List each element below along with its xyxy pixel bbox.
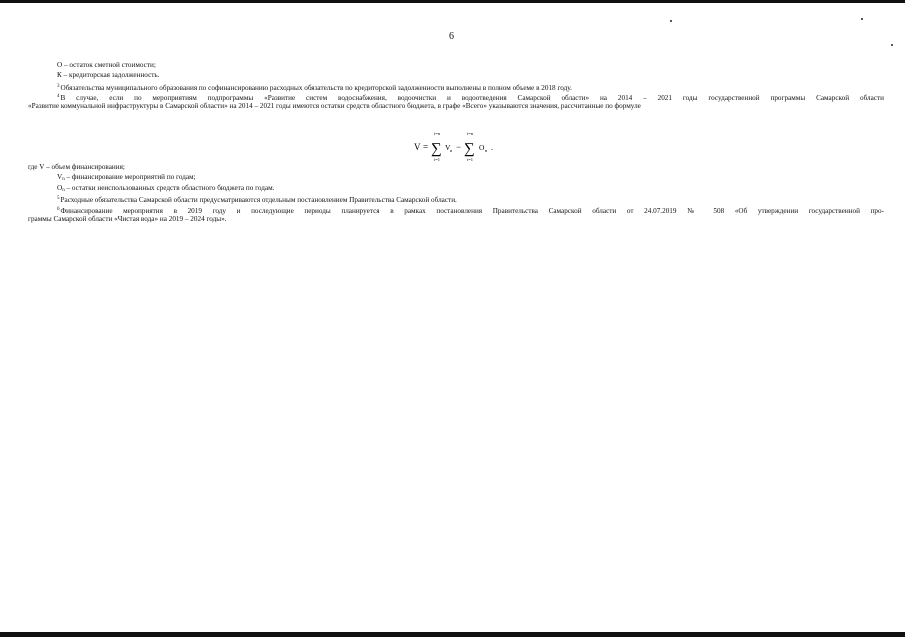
formula-term-o: O	[479, 143, 485, 152]
definition-on-symbol: O	[57, 184, 63, 192]
financing-formula	[400, 130, 510, 166]
formula-lhs: V	[414, 142, 421, 152]
page-number: 6	[449, 31, 454, 42]
formula-end-mark: .	[491, 143, 493, 152]
footnote-text: Расходные обязательства Самарской области предусматриваются отдельным постановлением Правительства Самарской области.	[60, 196, 457, 204]
footnote-4-line-2: «Развитие коммунальной инфраструктуры в Самарской области» на 2014 – 2021 годы имеются остатки средств областного бюджета, в графе «Всего» указываются значения, рассчитанные по формуле	[28, 102, 641, 110]
scan-speck	[670, 20, 672, 22]
bottom-border-line	[0, 632, 905, 637]
footnote-marker: 5	[57, 196, 60, 201]
footnote-text: Обязательства муниципального образования по софинансированию расходных обязательств по кредиторской задолженности выполнены в полном объеме в 2018 году.	[60, 84, 572, 92]
footnote-5	[57, 194, 457, 205]
footnote-text: Финансирование мероприятия в 2019 году и последующие периоды планируется в рамках постановления Правительства Самарской области от 24.07.2019 № 508 «Об утверждении государственной про-	[60, 207, 884, 215]
footnote-marker: 6	[57, 207, 60, 212]
formula-lower-limit: i=1	[467, 157, 474, 162]
scan-speck	[861, 18, 863, 20]
definition-on-subscript: n	[62, 188, 65, 193]
where-intro: где V – объем финансирования;	[28, 163, 125, 171]
formula-svg	[400, 130, 510, 166]
formula-upper-limit: i=n	[434, 131, 441, 136]
definition-vn-subscript: n	[62, 177, 65, 182]
formula-term-v-subscript: n	[450, 148, 453, 153]
definition-vn	[57, 173, 196, 184]
definition-k: К – кредиторская задолженность.	[57, 71, 160, 79]
footnote-marker: 4	[57, 94, 60, 99]
definition-o: О – остаток сметной стоимости;	[57, 61, 156, 69]
formula-lower-limit: i=1	[434, 157, 441, 162]
formula-sum-symbol: ∑	[431, 141, 442, 157]
top-border-line	[0, 0, 905, 3]
footnote-marker: 3	[57, 84, 60, 89]
formula-term-o-subscript: n	[485, 148, 488, 153]
formula-upper-limit: i=n	[467, 131, 474, 136]
definition-on-text: – остатки неиспользованных средств областного бюджета по годам.	[64, 184, 275, 192]
footnote-6-line-2: граммы Самарской области «Чистая вода» на 2019 – 2024 годы».	[28, 215, 227, 223]
definition-vn-text: – финансирование мероприятий по годам;	[64, 173, 196, 181]
formula-sum-symbol: ∑	[464, 141, 475, 157]
scan-speck	[891, 44, 893, 46]
footnote-text: В случае, если по мероприятиям подпрограммы «Развитие систем водоснабжения, водоочистки и водоотведения Самарской области» на 2014 – 2021 годы государственной программы Самарской области	[60, 94, 884, 102]
formula-term-v: V	[445, 143, 451, 152]
formula-minus: −	[456, 142, 462, 152]
formula-equals: =	[423, 142, 429, 152]
definition-vn-symbol: V	[57, 173, 63, 181]
